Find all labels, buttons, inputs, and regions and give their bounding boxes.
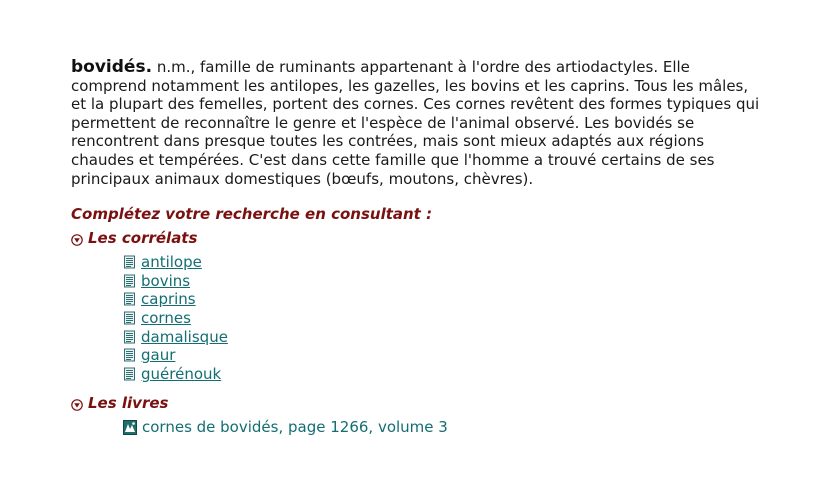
expand-bullet-icon[interactable] <box>71 397 83 409</box>
correlat-link[interactable]: damalisque <box>141 327 228 346</box>
list-item <box>123 346 228 365</box>
list-item <box>123 327 228 346</box>
book-reference <box>123 418 448 436</box>
list-item <box>123 253 228 272</box>
document-icon <box>123 330 136 344</box>
list-item <box>123 290 228 309</box>
entry-term: bovidés. <box>71 57 153 77</box>
correlat-link[interactable]: bovins <box>141 271 191 290</box>
list-item <box>123 272 228 291</box>
further-research-heading: Complétez votre recherche en consultant : <box>71 205 433 223</box>
correlats-section-heading[interactable] <box>71 229 197 247</box>
correlats-list <box>123 253 228 383</box>
correlat-link[interactable]: caprins <box>141 290 196 309</box>
correlat-link[interactable]: cornes <box>141 309 191 328</box>
document-icon <box>123 311 136 325</box>
correlat-link[interactable]: antilope <box>141 253 202 272</box>
livres-section-heading[interactable] <box>71 394 168 412</box>
book-icon <box>123 420 137 435</box>
dictionary-entry <box>71 58 761 188</box>
correlat-link[interactable]: guérénouk <box>141 364 222 383</box>
correlat-link[interactable]: gaur <box>141 346 176 365</box>
expand-bullet-icon[interactable] <box>71 232 83 244</box>
document-icon <box>123 274 136 288</box>
document-icon <box>123 292 136 306</box>
list-item <box>123 365 228 384</box>
book-link[interactable]: cornes de bovidés, page 1266, volume 3 <box>142 418 448 436</box>
livres-heading-label: Les livres <box>88 394 169 412</box>
document-icon <box>123 367 136 381</box>
entry-definition: n.m., famille de ruminants appartenant à l'ordre des artiodactyles. Elle comprend notamment les antilopes, les gazelles, les bovins et les caprins. Tous les mâles, et la plupart des femelles, portent des cornes. Ces cornes revêtent des formes typiques qui permettent de reconnaître le genre et l'espèce de l'animal observé. Les bovidés se rencontrent dans presque toutes les contrées, mais sont mieux adaptés aux régions chaudes et tempérées. C'est dans cette famille que l'homme a trouvé certains de ses principaux animaux domestiques (bœufs, moutons, chèvres). <box>71 58 760 188</box>
correlats-heading-label: Les corrélats <box>88 229 198 247</box>
document-icon <box>123 255 136 269</box>
document-icon <box>123 348 136 362</box>
list-item <box>123 309 228 328</box>
